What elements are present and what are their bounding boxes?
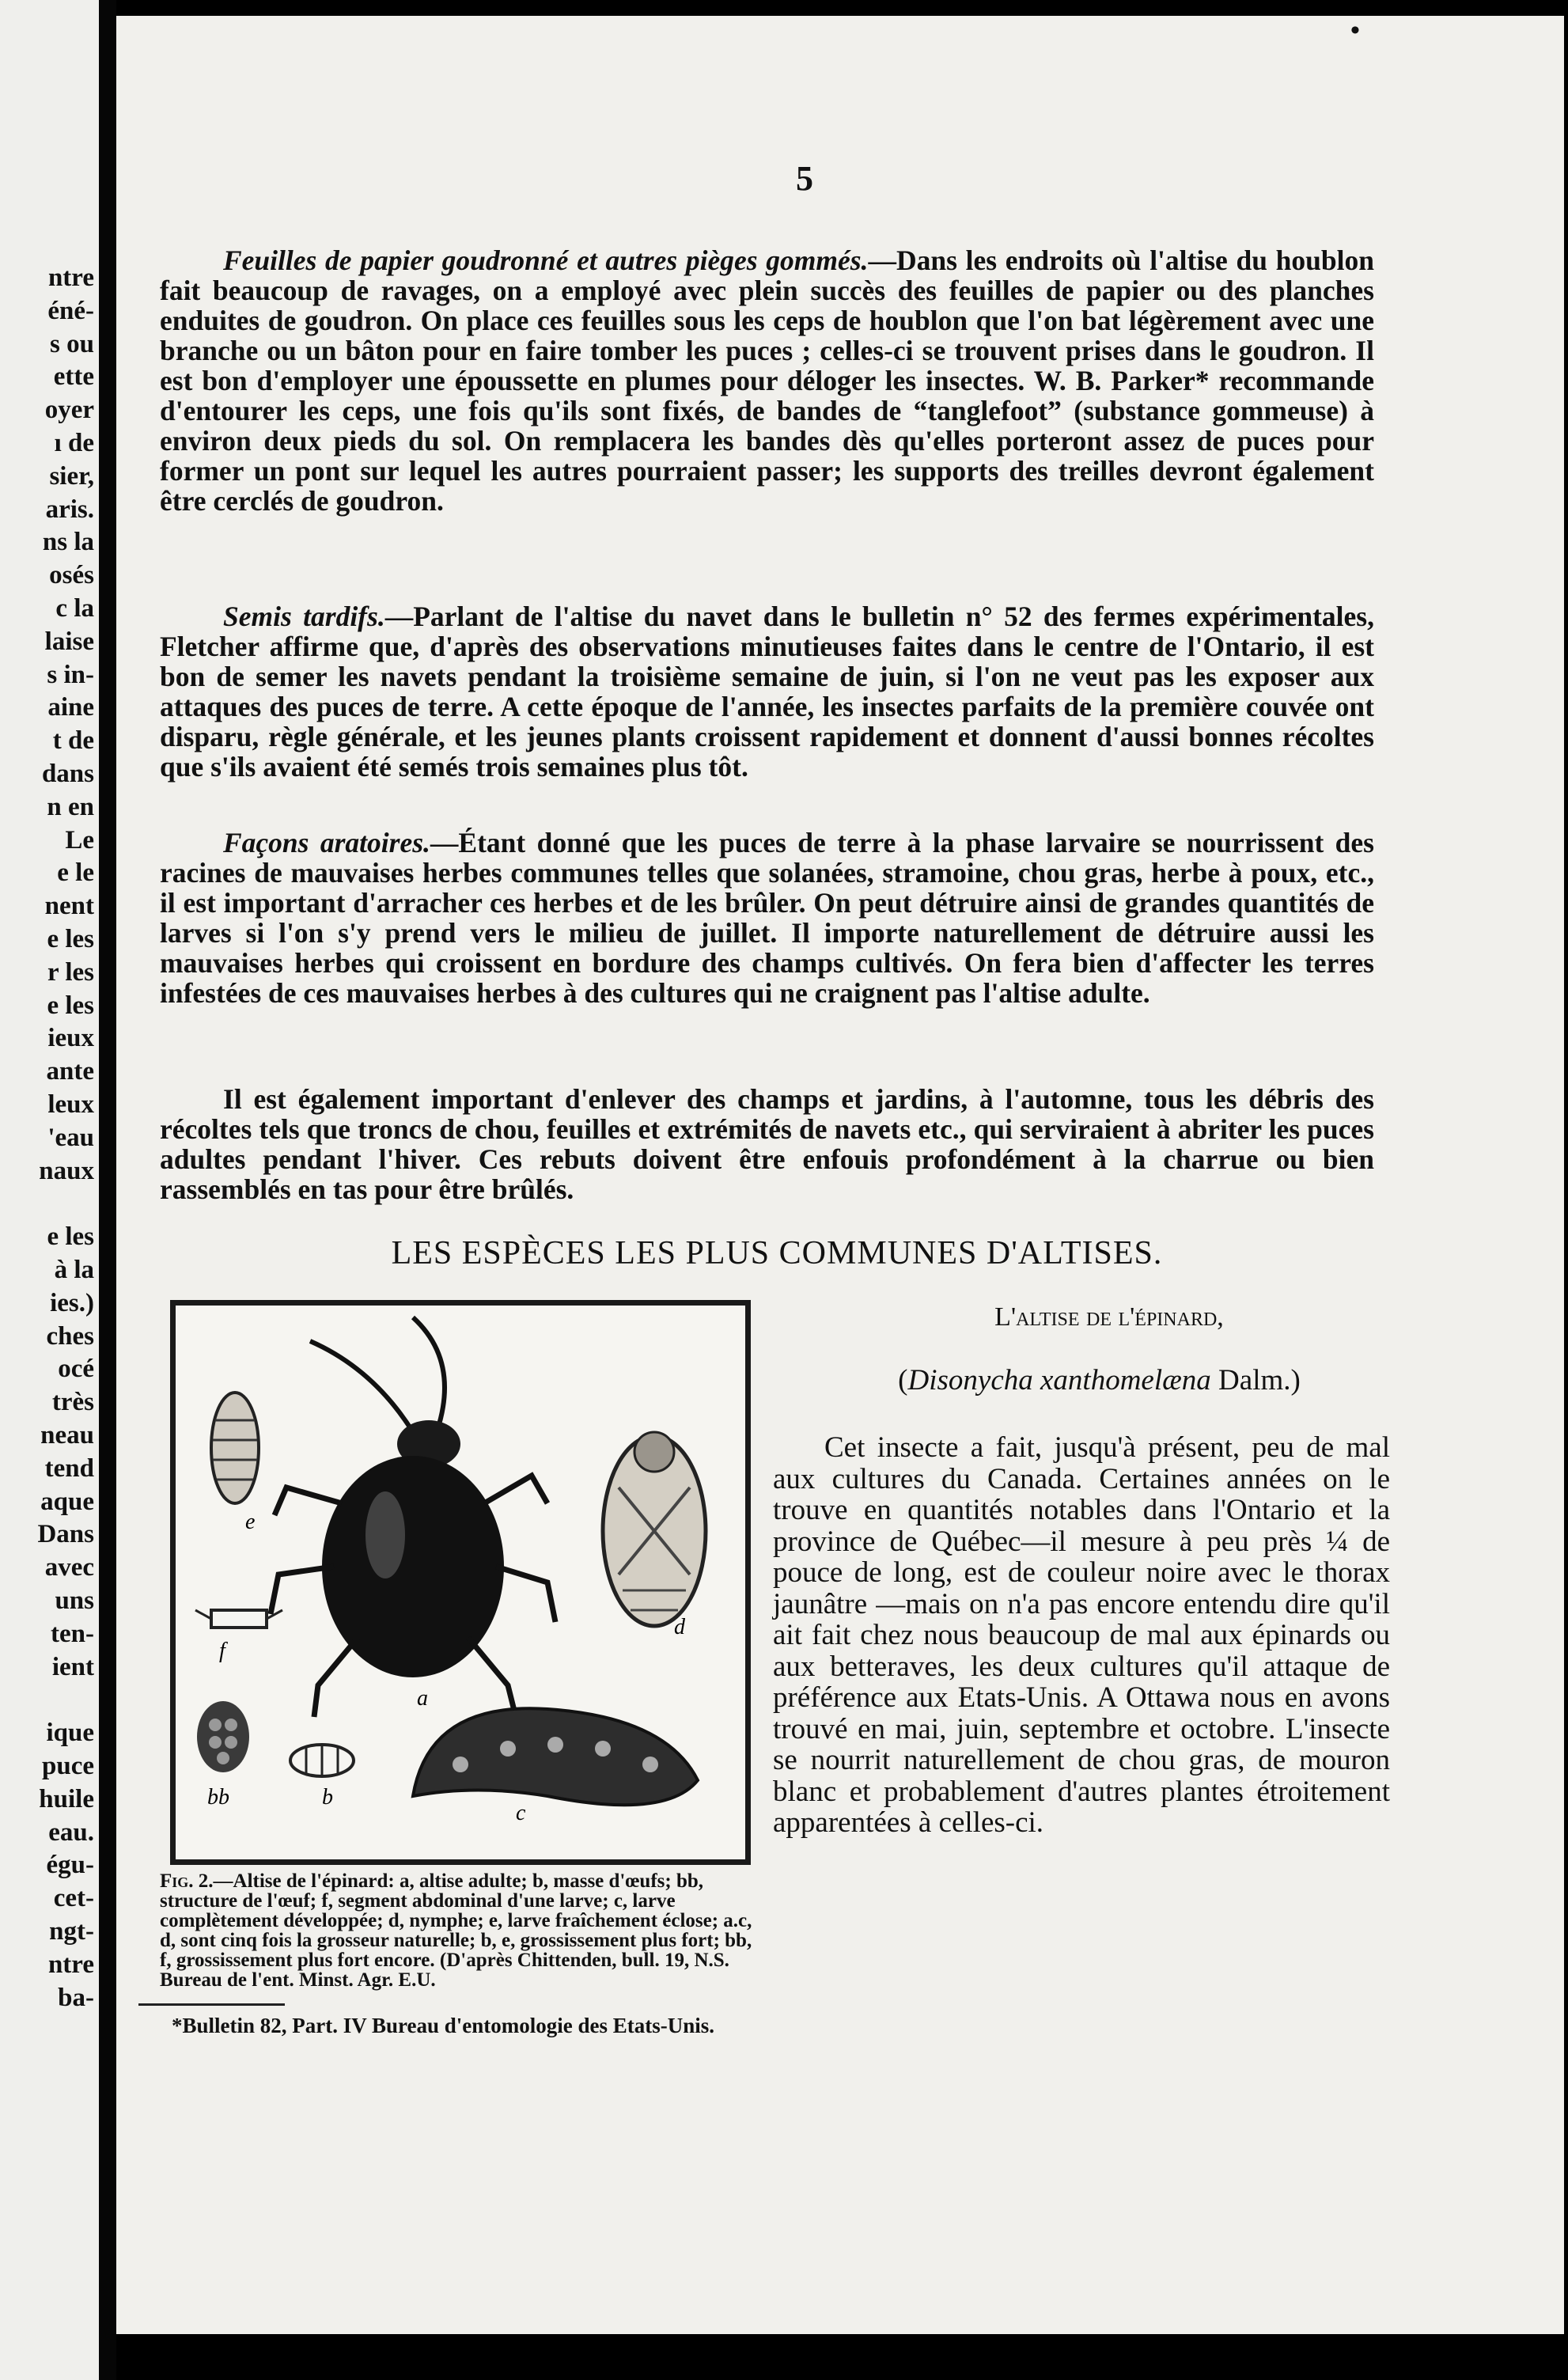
- egg-structure-icon: [290, 1745, 354, 1776]
- adjacent-page-fragment: neau: [40, 1421, 94, 1450]
- adjacent-page-fragment: naux: [39, 1156, 94, 1185]
- mature-larva-icon: [413, 1708, 698, 1805]
- adjacent-page-fragment: dans: [41, 760, 94, 788]
- footnote: *Bulletin 82, Part. IV Bureau d'entomologie des Etats-Unis.: [172, 2014, 715, 2037]
- adjacent-page-fragment: aque: [40, 1487, 94, 1516]
- adjacent-page-fragment: ante: [46, 1057, 94, 1086]
- adjacent-page-fragment: ches: [46, 1321, 94, 1351]
- adjacent-page-fragment: n en: [47, 792, 94, 821]
- adjacent-page-fragment: tend: [44, 1453, 94, 1483]
- insect-figure: [170, 1300, 751, 1865]
- adjacent-page-fragment: ient: [51, 1652, 94, 1681]
- adjacent-page-fragment: nent: [44, 892, 94, 921]
- figure-label-c: c: [516, 1801, 526, 1825]
- page-number: 5: [796, 159, 813, 198]
- figure-label-e: e: [245, 1510, 256, 1534]
- adjacent-page-fragment: ies.): [50, 1288, 94, 1317]
- adjacent-page-fragment: s ou: [50, 329, 94, 358]
- section-heading: LES ESPÈCES LES PLUS COMMUNES D'ALTISES.: [391, 1235, 1163, 1271]
- adjacent-page-fragment: e les: [47, 925, 94, 953]
- adjacent-page-fragment: t de: [52, 726, 94, 756]
- paragraph-text: —Étant donné que les puces de terre à la phase larvaire se nourrissent des racines de mauvaises herbes communes telles que solanées, stramoine, chou gras, herbe à poux, etc., il est important d'arracher ces herbes et de les brûler. On peut détruire ainsi de grandes quantités de larves si l'on s'y prend vers le milieu de juillet. Il importe naturellement de détruire aussi les mauvaises herbes qui croissent en bordure des champs cultivés. On fera bien d'affecter les terres infestées de ces mauvaises herbes à des cultures qui ne craignent pas l'altise adulte.: [160, 827, 1375, 1009]
- adjacent-page-fragment: leux: [47, 1090, 94, 1119]
- page-gutter: [99, 0, 116, 2380]
- paragraph-text: —Parlant de l'altise du navet dans le bulletin n° 52 des fermes expérimentales, Fletcher affirme que, d'après des observations minutieuses faites dans le centre de l'Ontario, il est bon de semer les navets pendant la troisième semaine de juin, si l'on ne veut pas les exposer aux attaques des puces de terre. A cette époque de l'année, les insectes parfaits de la première couvée ont disparu, règle générale, et les jeunes plants croissent rapidement et donnent d'aussi bonnes récoltes que s'ils avaient été semés trois semaines plus tôt.: [160, 601, 1374, 783]
- spinach-flea-beetle-illustration: [176, 1306, 745, 1859]
- adjacent-page-fragment: aine: [47, 693, 94, 722]
- figure-label-a: a: [417, 1686, 428, 1711]
- scientific-name-latin: Disonycha xanthomelæna: [907, 1364, 1211, 1397]
- paragraph-gummed-traps: [160, 245, 1374, 516]
- figure-caption-ref: Fig. 2.: [160, 1870, 214, 1892]
- adjacent-page-fragment: puce: [42, 1752, 94, 1780]
- paragraph-lead: Feuilles de papier goudronné et autres pièges gommés.: [223, 244, 869, 276]
- paragraph-lead: Semis tardifs.: [223, 601, 385, 632]
- adjacent-page-fragment: e le: [57, 858, 94, 888]
- page-top-mark: •: [1350, 16, 1360, 45]
- adjacent-page-fragment: ten-: [51, 1619, 94, 1648]
- paragraph-text: —Dans les endroits où l'altise du houblon fait beaucoup de ravages, on a employé avec plein succès des feuilles de papier ou des planches enduites de goudron. On place ces feuilles sous les ceps de houblon que l'on bat légèrement avec une branche ou un bâton pour en faire tomber les puces ; celles-ci se trouvent prises dans le goudron. Il est bon d'employer une époussette en plumes pour déloger les insectes. W. B. Parker* recommande d'entourer les ceps, une fois qu'ils sont fixés, de bandes de “tanglefoot” (substance gommeuse) à environ deux pieds du sol. On remplacera les bandes dès qu'elles porteront assez de puces pour former un pont sur lequel les autres pourraient passer; les supports des treilles devront également être cerclés de goudron.: [160, 244, 1375, 517]
- adjacent-page-fragment: océ: [58, 1355, 94, 1384]
- species-description: Cet insecte a fait, jusqu'à présent, peu de mal aux cultures du Canada. Certaines années on le trouve en quantités notables dans l'Ontario et la province de Québec—il mesure à peu près ¼ de pouce de long, est de couleur noire avec le thorax jaunâtre —mais on n'a pas encore entendu dire qu'il ait fait chez nous beaucoup de mal aux épinards ou aux betteraves, les deux cultures qu'il attaque de préférence aux Etats-Unis. A Ottawa nous en avons trouvé en mai, juin, septembre et octobre. L'insecte se nourrit naturellement de chou gras, de mouron blanc et probablement d'autres plantes étroitement apparentées à celles-ci.: [773, 1431, 1390, 1839]
- adult-beetle-icon: [271, 1317, 555, 1717]
- adjacent-page-fragment: ique: [46, 1719, 94, 1748]
- adjacent-page-fragment: Dans: [37, 1520, 94, 1549]
- adjacent-page-fragment: égu-: [46, 1851, 94, 1880]
- adjacent-page-fragment: ngt-: [49, 1917, 94, 1946]
- adjacent-page-fragment: c la: [55, 594, 94, 623]
- adjacent-page-fragment: éné-: [47, 296, 94, 325]
- figure-label-f: f: [219, 1639, 225, 1663]
- adjacent-page-fragment: ntre: [47, 263, 94, 292]
- scientific-name-open: (: [898, 1364, 908, 1397]
- adjacent-page-fragment: s in-: [47, 660, 94, 689]
- adjacent-page-fragment: ba-: [58, 1983, 94, 2012]
- pupa-icon: [603, 1432, 706, 1626]
- scientific-name-author: Dalm.): [1210, 1364, 1301, 1397]
- adjacent-page-fragment: ns la: [42, 528, 94, 557]
- paragraph-lead: Façons aratoires.: [223, 827, 430, 858]
- figure-label-b: b: [322, 1785, 333, 1810]
- adjacent-page-fragment: huile: [39, 1784, 94, 1813]
- adjacent-page-strip: [0, 0, 99, 2380]
- adjacent-page-fragment: sier,: [49, 461, 94, 491]
- adjacent-page-fragment: oyer: [44, 396, 94, 425]
- adjacent-page-fragment: ntre: [47, 1950, 94, 1979]
- adjacent-page-fragment: e les: [47, 991, 94, 1020]
- adjacent-page-fragment: à la: [54, 1256, 94, 1284]
- paragraph-crop-debris: [160, 1084, 1374, 1204]
- paragraph-tillage: [160, 828, 1374, 1008]
- figure-label-d: d: [674, 1615, 685, 1639]
- footnote-divider: [138, 2003, 285, 2006]
- adjacent-page-fragment: ette: [53, 362, 94, 392]
- young-larva-icon: [211, 1393, 259, 1503]
- adjacent-page-fragment: uns: [55, 1586, 94, 1615]
- paragraph-late-sowing: [160, 601, 1374, 782]
- adjacent-page-fragment: ieux: [47, 1024, 94, 1053]
- document-page: [116, 16, 1564, 2334]
- adjacent-page-fragment: cet-: [53, 1884, 94, 1913]
- adjacent-page-fragment: très: [51, 1388, 94, 1417]
- adjacent-page-fragment: Le: [65, 825, 94, 855]
- adjacent-page-fragment: ı de: [54, 429, 94, 457]
- scientific-name: [805, 1363, 1394, 1397]
- adjacent-page-fragment: laise: [44, 627, 94, 656]
- species-title: L'altise de l'épinard,: [994, 1302, 1224, 1332]
- adjacent-page-fragment: eau.: [48, 1817, 94, 1847]
- figure-caption: [160, 1871, 761, 1990]
- figure-label-bb: bb: [207, 1785, 229, 1810]
- paragraph-text: Il est également important d'enlever des champs et jardins, à l'automne, tous les débris des récoltes tels que troncs de chou, feuilles et extrémités de navets etc., qui serviraient à abriter les puces adultes pendant l'hiver. Ces rebuts doivent être enfouis profondément à la charrue ou bien rassemblés en tas pour être brûlés.: [160, 1083, 1374, 1205]
- adjacent-page-fragment: osés: [49, 561, 94, 590]
- adjacent-page-fragment: avec: [44, 1553, 94, 1582]
- egg-mass-icon: [197, 1701, 249, 1772]
- adjacent-page-fragment: e les: [47, 1222, 94, 1252]
- figure-caption-text: —Altise de l'épinard: a, altise adulte; b, masse d'œufs; bb, structure de l'œuf; f, segment abdominal d'une larve; c, larve complètement développée; d, nymphe; e, larve fraîchement éclose; a.c, d, sont cinq fois la grosseur naturelle; b, e, grossissement plus fort; bb, f, grossissement plus fort encore. (D'après Chittenden, bull. 19, N.S. Bureau de l'ent. Minst. Agr. E.U.: [160, 1870, 752, 1991]
- adjacent-page-fragment: r les: [47, 957, 94, 987]
- adjacent-page-fragment: aris.: [45, 495, 94, 524]
- adjacent-page-fragment: 'eau: [47, 1123, 94, 1152]
